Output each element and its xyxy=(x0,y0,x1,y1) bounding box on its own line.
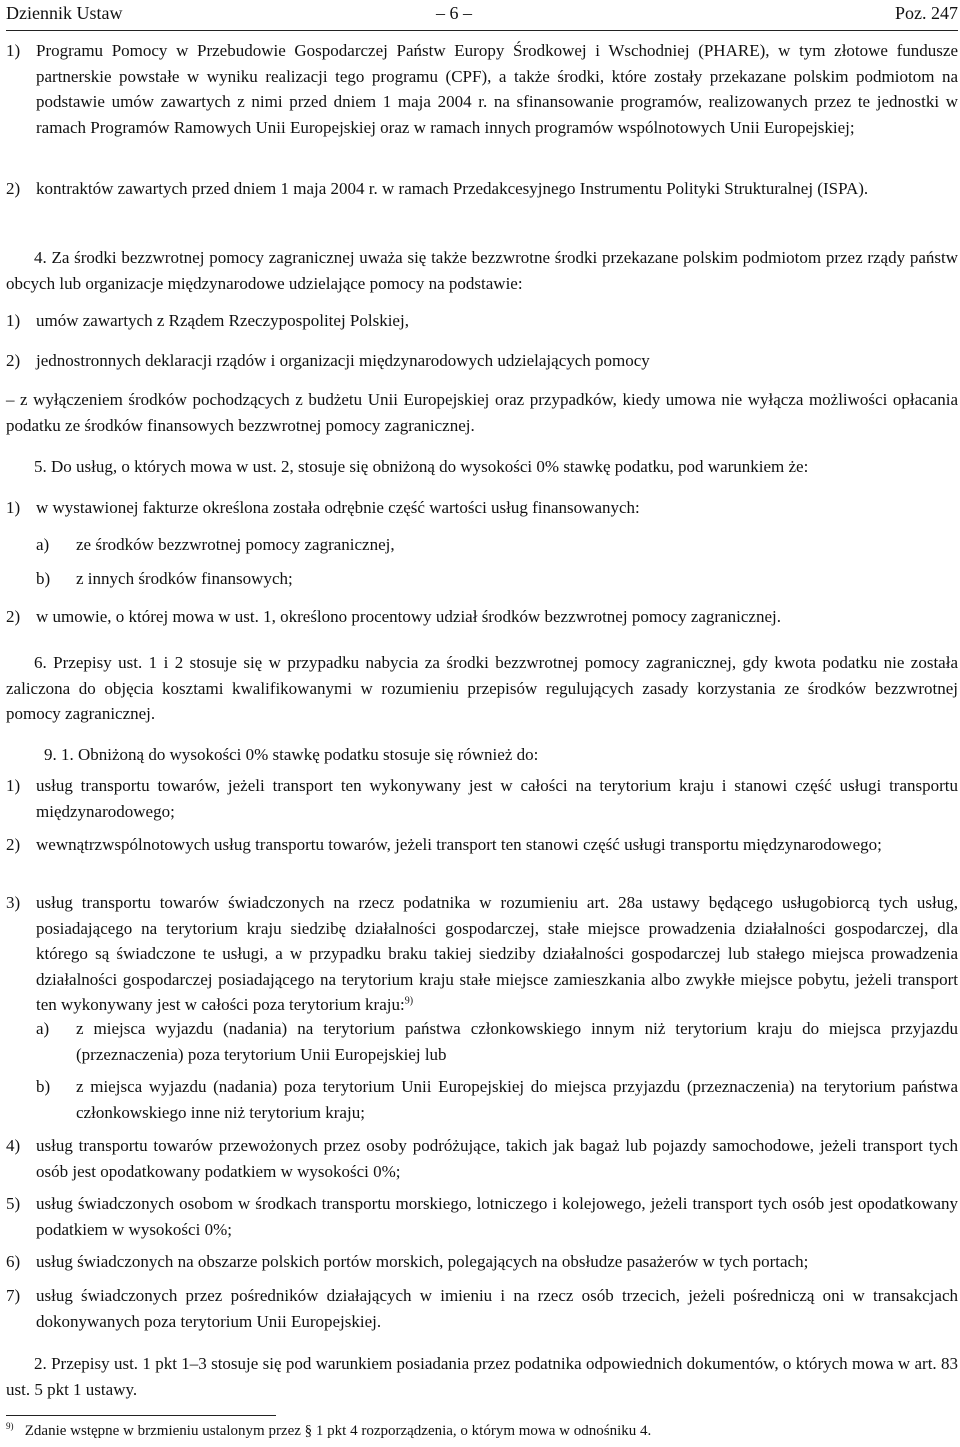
list-text: usług świadczonych osobom w środkach transportu morskiego, lotniczego i kolejowego, jeżeli transport tych osób jest opodatkowany podatkiem w wysokości 0%; xyxy=(36,1194,958,1239)
list-item xyxy=(6,1133,958,1184)
list-number: 2) xyxy=(6,607,21,626)
paragraph-block xyxy=(6,1351,958,1402)
paragraph-block xyxy=(6,245,958,296)
list-text: umów zawartych z Rządem Rzeczypospolitej Polskiej, xyxy=(36,311,409,330)
list-number: 3) xyxy=(6,893,21,912)
sub-list-item xyxy=(6,1016,958,1067)
list-number: 1) xyxy=(6,311,21,330)
sub-list-item xyxy=(6,566,958,592)
paragraph: 9. 1. Obniżoną do wysokości 0% stawkę podatku stosuje się również do: xyxy=(44,745,539,764)
list-number: 1) xyxy=(6,41,21,60)
list-item xyxy=(6,176,958,202)
list-number: 6) xyxy=(6,1252,21,1271)
list-item xyxy=(6,495,958,521)
list-number: a) xyxy=(36,535,50,554)
list-item xyxy=(6,1249,958,1275)
list-text: jednostronnych deklaracji rządów i organizacji międzynarodowych udzielających pomocy xyxy=(36,351,650,370)
list-text: w umowie, o której mowa w ust. 1, określono procentowy udział środków bezzwrotnej pomocy zagranicznej. xyxy=(36,607,781,626)
position-number: Poz. 247 xyxy=(895,3,958,23)
paragraph-block xyxy=(6,454,958,480)
list-item xyxy=(6,604,958,630)
list-number: a) xyxy=(36,1019,50,1038)
paragraph: 2. Przepisy ust. 1 pkt 1–3 stosuje się pod warunkiem posiadania przez podatnika odpowiednich dokumentów, o których mowa w art. 83 ust. 5 pkt 1 ustawy. xyxy=(6,1354,958,1399)
list-text: z miejsca wyjazdu (nadania) na terytorium państwa członkowskiego innym niż terytorium kraju do miejsca przyjazdu (przeznaczenia) poza terytorium Unii Europejskiej lub xyxy=(76,1019,958,1064)
list-number: 1) xyxy=(6,776,21,795)
document-page xyxy=(6,0,958,1399)
list-item xyxy=(6,773,958,824)
footnote-reference: 9) xyxy=(404,995,414,1007)
list-number: b) xyxy=(36,1077,51,1096)
footnote-text: Zdanie wstępne w brzmieniu ustalonym przez § 1 pkt 4 rozporządzenia, o którym mowa w odnośniku 4. xyxy=(24,1423,652,1439)
list-text: Programu Pomocy w Przebudowie Gospodarczej Państw Europy Środkowej i Wschodniej (PHARE), w tym złotowe fundusze partnerskie powstałe w wyniku realizacji tego programu (CPF), a także środki, które zostały przekazane polskim podmiotom na podstawie umów zawartych z nimi przed dniem 1 maja 2004 r. na sfinansowanie programów, realizowanych przez te jednostki w ramach Programów Ramowych Unii Europejskiej oraz w ramach innych programów wspólnotowych Unii Europejskiej; xyxy=(36,41,958,137)
list-text: kontraktów zawartych przed dniem 1 maja 2004 r. w ramach Przedakcesyjnego Instrumentu Polityki Strukturalnej (ISPA). xyxy=(36,179,869,198)
list-number: 4) xyxy=(6,1136,21,1155)
list-number: 2) xyxy=(6,351,21,370)
list-number: b) xyxy=(36,569,51,588)
dash-block xyxy=(6,387,958,438)
list-text: usług transportu towarów przewożonych przez osoby podróżujące, takich jak bagaż lub pojazdy samochodowe, jeżeli transport tych osób jest opodatkowany podatkiem w wysokości 0%; xyxy=(36,1136,958,1181)
list-item xyxy=(6,832,958,858)
list-text: w wystawionej fakturze określona została odrębnie część wartości usług finansowanych: xyxy=(36,498,640,517)
list-text: usług transportu towarów świadczonych na rzecz podatnika w rozumieniu art. 28a ustawy będącego usługobiorcą tych usług, posiadającego na terytorium kraju siedzibę działalności gospodarczej, stałe miejsce prowadzenia działalności gospodarczej, dla którego są świadczone te usługi, a w przypadku braku takiej siedziby działalności gospodarczej lub stałego miejsca prowadzenia działalności gospodarczej posiadającego na terytorium kraju stałe miejsce zamieszkania albo zwykłe miejsce pobytu, jeżeli transport ten wykonywany jest w całości poza terytorium kraju: xyxy=(36,893,958,1014)
sub-list-item xyxy=(6,1074,958,1125)
list-text: wewnątrzwspólnotowych usług transportu towarów, jeżeli transport ten stanowi część usługi transportu międzynarodowego; xyxy=(36,835,882,854)
list-text: ze środków bezzwrotnej pomocy zagranicznej, xyxy=(76,535,395,554)
list-item xyxy=(6,890,958,1018)
list-item xyxy=(6,308,958,334)
page-number: – 6 – xyxy=(436,3,472,23)
list-text: usług świadczonych przez pośredników działających w imieniu i na rzecz osób trzecich, jeżeli pośredniczą oni w transakcjach dokonywanych poza terytorium Unii Europejskiej. xyxy=(36,1286,958,1331)
list-number: 5) xyxy=(6,1194,21,1213)
list-item xyxy=(6,1191,958,1242)
list-item xyxy=(6,38,958,140)
list-text: z innych środków finansowych; xyxy=(76,569,293,588)
list-number: 2) xyxy=(6,835,21,854)
list-text: usług transportu towarów, jeżeli transport ten wykonywany jest w całości na terytorium kraju i stanowi część usługi transportu międzynarodowego; xyxy=(36,776,958,821)
publication-title: Dziennik Ustaw xyxy=(6,3,123,23)
list-item xyxy=(6,348,958,374)
footnote xyxy=(6,1421,651,1441)
paragraph-block xyxy=(6,650,958,727)
footnote-rule xyxy=(6,1415,276,1416)
page-header xyxy=(6,0,958,31)
list-text: z miejsca wyjazdu (nadania) poza terytorium Unii Europejskiej do miejsca przyjazdu (przeznaczenia) na terytorium państwa członkowskiego inne niż terytorium kraju; xyxy=(76,1077,958,1122)
footnote-marker: 9) xyxy=(6,1421,14,1431)
paragraph-block xyxy=(6,742,958,768)
list-text: usług świadczonych na obszarze polskich portów morskich, polegających na obsłudze pasażerów w tych portach; xyxy=(36,1252,809,1271)
list-number: 7) xyxy=(6,1286,21,1305)
dash-paragraph: – z wyłączeniem środków pochodzących z budżetu Unii Europejskiej oraz przypadków, kiedy umowa nie wyłącza możliwości opłacania podatku ze środków finansowych bezzwrotnej pomocy zagranicznej. xyxy=(6,390,958,435)
paragraph: 6. Przepisy ust. 1 i 2 stosuje się w przypadku nabycia za środki bezzwrotnej pomocy zagranicznej, gdy kwota podatku nie została zaliczona do objęcia kosztami kwalifikowanymi w rozumieniu przepisów regulujących zasady korzystania ze środków bezzwrotnej pomocy zagranicznej. xyxy=(6,653,958,723)
list-number: 2) xyxy=(6,179,21,198)
list-item xyxy=(6,1283,958,1334)
sub-list-item xyxy=(6,532,958,558)
paragraph: 4. Za środki bezzwrotnej pomocy zagranicznej uważa się także bezzwrotne środki przekazane polskim podmiotom przez rządy państw obcych lub organizacje międzynarodowe udzielające pomocy na podstawie: xyxy=(6,248,958,293)
paragraph: 5. Do usług, o których mowa w ust. 2, stosuje się obniżoną do wysokości 0% stawkę podatku, pod warunkiem że: xyxy=(34,457,809,476)
list-number: 1) xyxy=(6,498,21,517)
